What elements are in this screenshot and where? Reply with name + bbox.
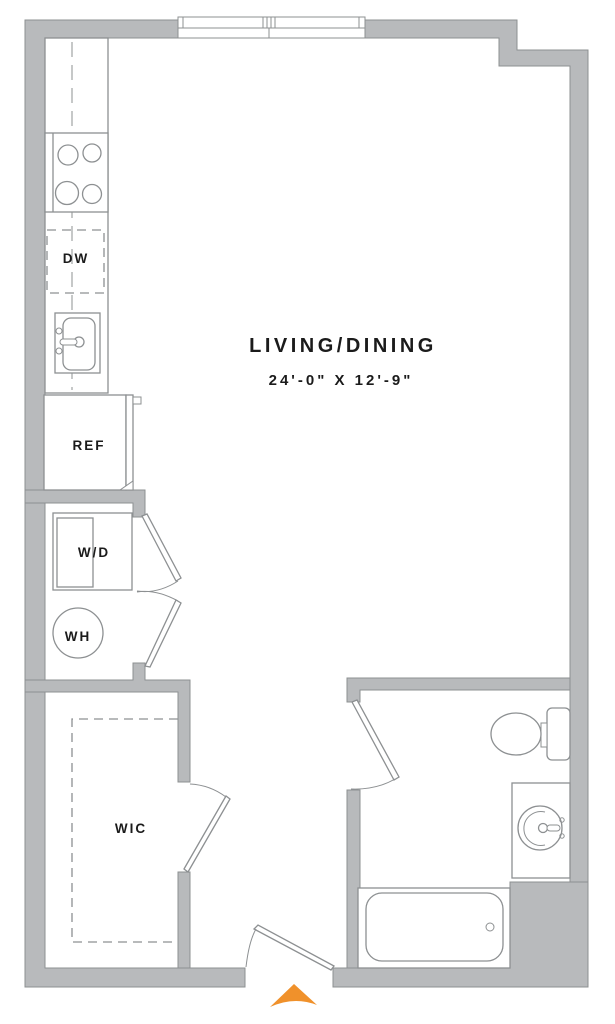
fixture-label-refrigerator: REF (72, 438, 106, 453)
toilet-connector (541, 723, 547, 747)
entry-arrow-icon (270, 984, 317, 1007)
bifold-door-top-swing (137, 581, 178, 592)
wall-wic-east-lower (178, 872, 190, 968)
walk-in-closet (72, 719, 230, 942)
wic-door (184, 796, 230, 872)
entry-door-swing (246, 929, 256, 967)
room-label-living-dining: LIVING/DINING (249, 335, 437, 357)
bathtub-surround (358, 888, 510, 968)
window-assembly (178, 17, 365, 38)
room-label-wic: WIC (114, 821, 148, 836)
bathroom-door-swing (351, 779, 395, 789)
bifold-door-bottom (145, 600, 181, 667)
kitchen (44, 38, 141, 490)
wic-door-swing (190, 784, 226, 797)
toilet-bowl (491, 713, 541, 755)
toilet-tank (547, 708, 570, 760)
walls (25, 20, 588, 987)
kitchen-faucet-handle (60, 339, 77, 345)
entry (246, 925, 334, 1007)
bathroom-door (352, 700, 399, 780)
bathroom-faucet-handle (547, 825, 560, 831)
entry-door (254, 925, 334, 970)
fixture-label-dishwasher: DW (62, 251, 90, 266)
fixture-label-water-heater: WH (64, 629, 92, 644)
bifold-door-bottom-swing (137, 591, 178, 601)
refrigerator-door (126, 395, 133, 490)
room-dimensions-living-dining: 24'-0" X 12'-9" (268, 372, 414, 389)
wall-laundry-south-wic-north (25, 663, 190, 782)
refrigerator-handle (133, 397, 141, 404)
wall-bathroom-north (347, 678, 570, 702)
fixture-label-washer-dryer: W/D (77, 545, 111, 560)
bifold-door-top (142, 514, 181, 581)
